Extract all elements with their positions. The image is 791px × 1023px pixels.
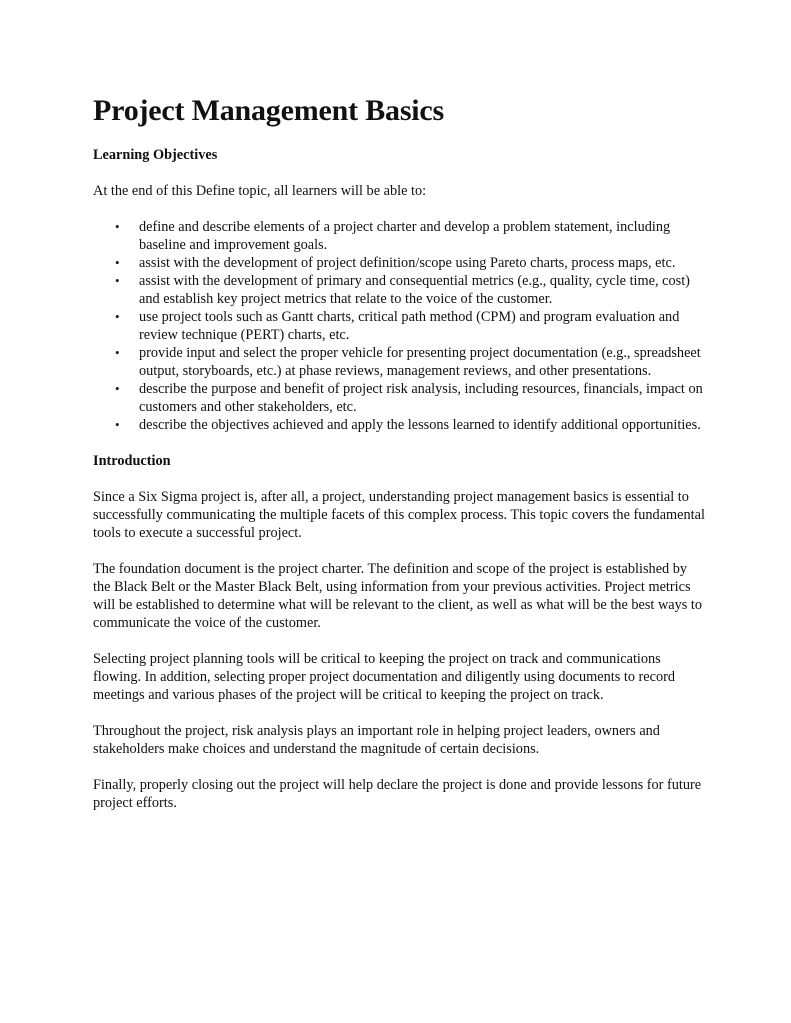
objectives-lead-text: At the end of this Define topic, all learners will be able to:: [93, 183, 427, 199]
introduction-paragraph: Since a Six Sigma project is, after all, a project, understanding project management basics is essential to successfully communicating the multiple facets of this complex process. This topic covers the fundamental tools to execute a successful project.: [93, 489, 705, 541]
list-item: [93, 218, 705, 254]
bullet-icon: •: [115, 309, 120, 324]
list-item: [93, 308, 705, 344]
bullet-icon: •: [115, 255, 120, 270]
introduction-paragraph: Selecting project planning tools will be critical to keeping the project on track and communications flowing. In addition, selecting proper project documentation and diligently using documents to record meetings and various phases of the project will be critical to keeping the project on track.: [93, 651, 676, 703]
bullet-icon: •: [115, 273, 120, 288]
list-item: [93, 254, 705, 272]
list-item: [93, 380, 705, 416]
introduction-paragraph: Finally, properly closing out the project will help declare the project is done and provide lessons for future project efforts.: [93, 777, 702, 811]
objective-text: provide input and select the proper vehicle for presenting project documentation (e.g., spreadsheet output, storyboards, etc.) at phase reviews, management reviews, and other presentations.: [139, 345, 701, 379]
objective-text: assist with the development of project definition/scope using Pareto charts, process maps, etc.: [139, 255, 676, 271]
objective-text: use project tools such as Gantt charts, critical path method (CPM) and program evaluation and review technique (PERT) charts, etc.: [139, 309, 680, 343]
objective-text: assist with the development of primary and consequential metrics (e.g., quality, cycle time, cost) and establish key project metrics that relate to the voice of the customer.: [139, 273, 690, 307]
learning-objectives-heading: Learning Objectives: [93, 147, 218, 163]
objective-text: define and describe elements of a project charter and develop a problem statement, including baseline and improvement goals.: [139, 219, 671, 253]
objective-text: describe the objectives achieved and apply the lessons learned to identify additional opportunities.: [139, 417, 701, 433]
page-title: Project Management Basics: [93, 94, 445, 127]
document-page: [93, 92, 705, 812]
bullet-icon: •: [115, 345, 120, 360]
objective-text: describe the purpose and benefit of project risk analysis, including resources, financials, impact on customers and other stakeholders, etc.: [139, 381, 703, 415]
list-item: [93, 272, 705, 308]
bullet-icon: •: [115, 219, 120, 234]
introduction-heading: Introduction: [93, 453, 171, 469]
introduction-paragraph: Throughout the project, risk analysis plays an important role in helping project leaders, owners and stakeholders make choices and understand the magnitude of certain decisions.: [93, 723, 660, 757]
bullet-icon: •: [115, 417, 120, 432]
introduction-paragraph: The foundation document is the project charter. The definition and scope of the project is established by the Black Belt or the Master Black Belt, using information from your previous activities. Project metrics will be established to determine what will be relevant to the client, as well as what will be the best ways to communicate the voice of the customer.: [93, 561, 703, 631]
list-item: [93, 416, 705, 434]
bullet-icon: •: [115, 381, 120, 396]
objectives-list: [93, 218, 705, 434]
list-item: [93, 344, 705, 380]
